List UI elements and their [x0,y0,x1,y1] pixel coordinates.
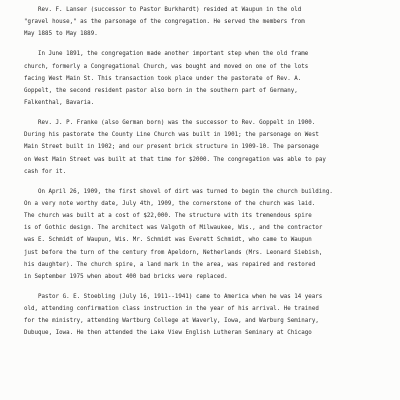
paragraph-franke [24,117,390,178]
document-body [24,4,390,340]
text-line: Rev. F. Lanser (successor to Pastor Burkhardt) resided at Waupun in the old [38,7,302,13]
text-line: on West Main Street was built at that time for $2000. The congregation was able to pay [24,156,326,163]
text-line: in September 1975 when about 400 bad bricks were replaced. [24,273,228,280]
text-line: his daughter). The church spire, a land mark in the area, was repaired and restored [24,261,316,268]
text-line: facing West Main St. This transaction took place under the pastorate of Rev. A. [24,75,302,82]
text-line: just before the turn of the century from Apeldorn, Netherlands (Mrs. Leonard Siebish, [24,249,323,256]
text-line: Falkenthal, Bavaria. [24,99,95,106]
text-line: In June 1891, the congregation made another important step when the old frame [38,51,309,58]
text-line: church, formerly a Congregational Church, was bought and moved on one of the lots [24,63,309,70]
text-line: The church was built at a cost of $22,000. The structure with its tremendous spire [24,213,312,220]
text-line: "gravel house," as the parsonage of the congregation. He served the members from [24,19,305,26]
text-line: Dubuque, Iowa. He then attended the Lake View English Lutheran Seminary at Chicago [24,330,312,337]
text-line: During his pastorate the County Line Church was built in 1901; the parsonage on West [24,132,319,139]
text-line: old, attending confirmation class instruction in the year of his arrival. He trained [24,306,319,313]
text-line: is of Gothic design. The architect was Valgoth of Milwaukee, Wis., and the contractor [24,225,323,232]
text-line: Rev. J. P. Franke (also German born) was the successor to Rev. Goppelt in 1900. [38,120,316,127]
text-line: On a very note worthy date, July 4th, 1909, the cornerstone of the church was laid. [24,200,316,207]
text-line: was E. Schmidt of Waupun, Wis. Mr. Schmidt was Everett Schmidt, who came to Waupun [24,237,312,244]
text-line: On April 26, 1909, the first shovel of dirt was turned to begin the church building. [38,188,333,195]
text-line: cash for it. [24,168,67,175]
text-line: May 1885 to May 1889. [24,31,98,38]
paragraph-goppelt [24,48,390,109]
text-line: Pastor G. E. Stoebling (July 16, 1911--1941) came to America when he was 14 years [38,293,323,300]
paragraph-lanser [24,4,390,40]
text-line: Main Street built in 1902; and our present brick structure in 1909-10. The parsonage [24,144,319,151]
text-line: Goppelt, the second resident pastor also born in the southern part of Germany, [24,87,298,94]
paragraph-stoebling [24,291,390,340]
paragraph-church-building [24,186,390,283]
text-line: for the ministry, attending Wartburg College at Waverly, Iowa, and Warburg Seminary, [24,318,319,325]
